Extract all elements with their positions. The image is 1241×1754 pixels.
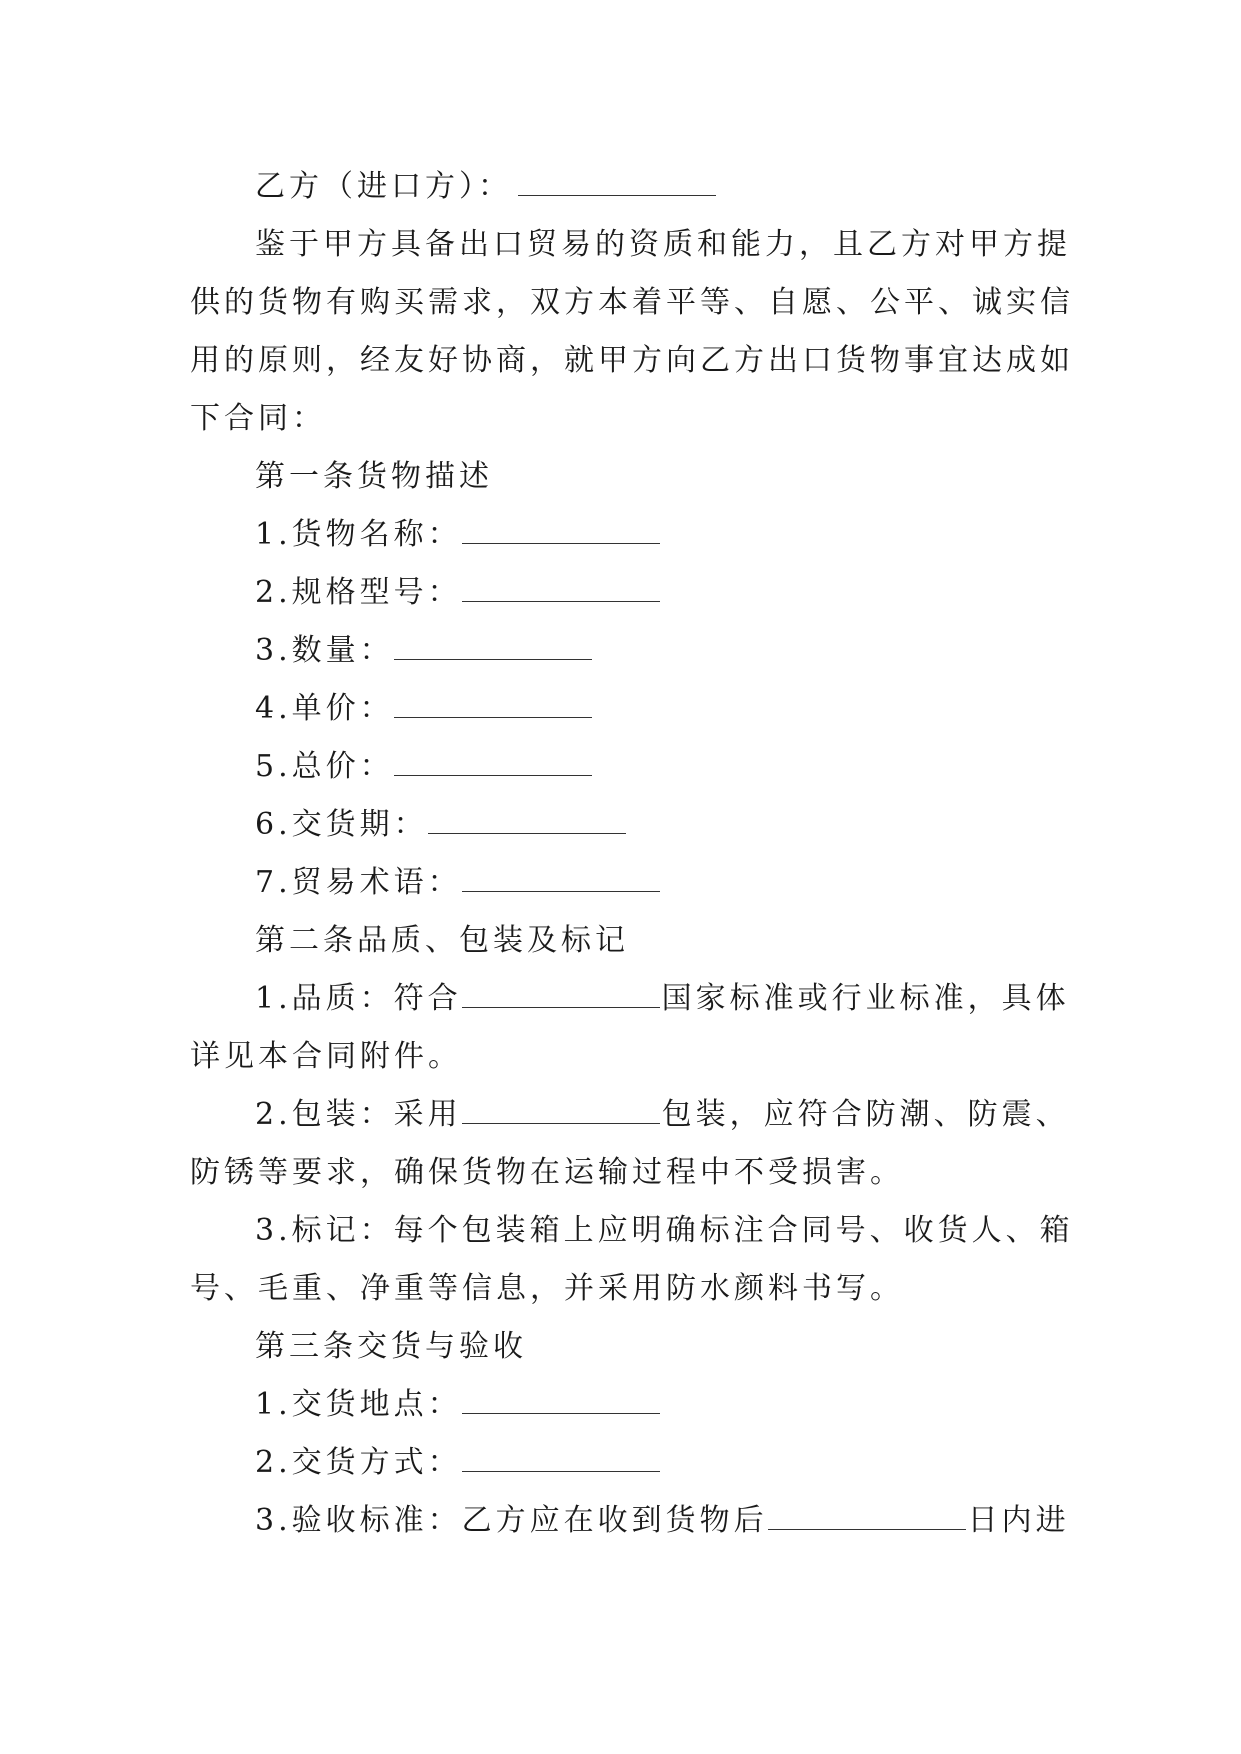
packing-line-1 — [190, 1086, 1070, 1144]
item-label: 5.总价： — [255, 749, 394, 784]
item-label: 4.单价： — [255, 691, 394, 726]
quality-line-1 — [190, 970, 1070, 1028]
preamble-line-1: 鉴于甲方具备出口贸易的资质和能力，且乙方对甲方提 — [255, 227, 1071, 262]
fill-blank — [394, 635, 592, 660]
preamble-line-3: 用的原则，经友好协商，就甲方向乙方出口货物事宜达成如 — [190, 343, 1074, 378]
quality-label: 1.品质：符合 — [255, 981, 462, 1016]
item-label: 1.货物名称： — [255, 517, 462, 552]
article-1-item — [190, 506, 1055, 564]
acceptance-line — [190, 1492, 1070, 1550]
fill-blank — [394, 751, 592, 776]
fill-blank — [462, 1447, 660, 1472]
party-b-blank — [518, 171, 716, 196]
party-b-label: 乙方（进口方）： — [255, 169, 512, 204]
item-label: 3.数量： — [255, 633, 394, 668]
item-label: 2.规格型号： — [255, 575, 462, 610]
acceptance-label: 3.验收标准：乙方应在收到货物后 — [255, 1503, 768, 1538]
fill-blank — [462, 577, 660, 602]
fill-blank — [768, 1505, 966, 1530]
marking-line-2: 号、毛重、净重等信息，并采用防水颜料书写。 — [190, 1271, 904, 1306]
preamble-line-4: 下合同： — [190, 401, 326, 436]
preamble-line-2: 供的货物有购买需求，双方本着平等、自愿、公平、诚实信 — [190, 285, 1074, 320]
packing-label: 2.包装：采用 — [255, 1097, 462, 1132]
article-1-item — [190, 680, 1055, 738]
article-1-item — [190, 796, 1055, 854]
article-3-item — [190, 1434, 1055, 1492]
marking-line-1: 3.标记：每个包装箱上应明确标注合同号、收货人、箱 — [255, 1213, 1074, 1248]
acceptance-text: 日内进 — [967, 1503, 1070, 1538]
item-label: 6.交货期： — [255, 807, 428, 842]
article-3-item — [190, 1376, 1055, 1434]
item-label: 1.交货地点： — [255, 1387, 462, 1422]
fill-blank — [394, 693, 592, 718]
packing-line-2: 防锈等要求，确保货物在运输过程中不受损害。 — [190, 1155, 904, 1190]
article-1-item — [190, 738, 1055, 796]
item-label: 7.贸易术语： — [255, 865, 462, 900]
party-b-line — [190, 158, 1055, 216]
article-1-heading: 第一条货物描述 — [255, 459, 493, 494]
fill-blank — [462, 867, 660, 892]
article-2-heading: 第二条品质、包装及标记 — [255, 923, 629, 958]
article-3-heading: 第三条交货与验收 — [255, 1329, 527, 1364]
fill-blank — [462, 519, 660, 544]
fill-blank — [428, 809, 626, 834]
fill-blank — [462, 1099, 660, 1124]
contract-body — [190, 158, 1074, 1550]
packing-text: 包装，应符合防潮、防震、 — [661, 1097, 1070, 1132]
item-label: 2.交货方式： — [255, 1445, 462, 1480]
fill-blank — [462, 1389, 660, 1414]
article-1-item — [190, 622, 1055, 680]
quality-line-2: 详见本合同附件。 — [190, 1039, 462, 1074]
article-1-item — [190, 854, 1055, 912]
fill-blank — [462, 983, 660, 1008]
quality-text: 国家标准或行业标准，具体 — [661, 981, 1070, 1016]
article-1-item — [190, 564, 1055, 622]
